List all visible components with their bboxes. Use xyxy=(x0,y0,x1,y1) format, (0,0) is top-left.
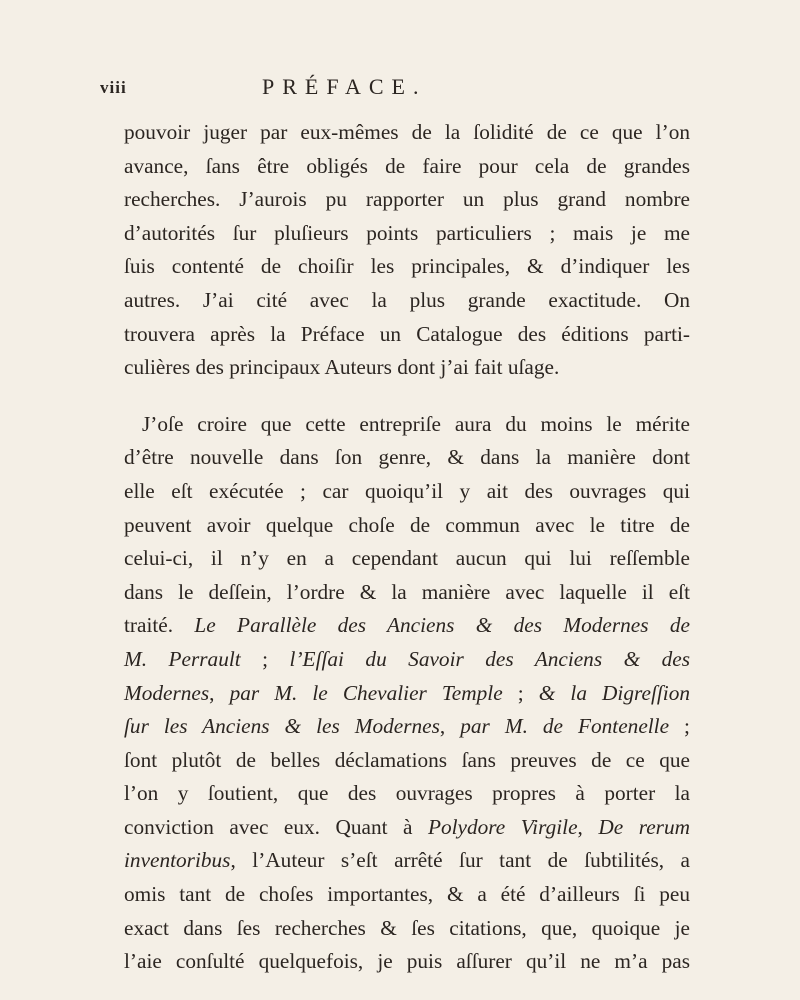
italic-title: inventoribus xyxy=(124,848,231,873)
text-line: elle eſt exécutée ; car quoiqu’il y ait des ouvrages qui xyxy=(124,478,690,503)
italic-title: par M. de Fontenelle xyxy=(460,714,670,739)
text-line: d’être nouvelle dans ſon genre, & dans la manière dont xyxy=(124,445,690,470)
paragraph-1 xyxy=(124,116,690,385)
italic-title: De rerum xyxy=(598,814,690,839)
paragraph-2 xyxy=(124,408,690,979)
text-line: celui-ci, il n’y en a cependant aucun qui lui reſſemble xyxy=(124,546,690,571)
text-run: , xyxy=(209,680,230,705)
text-line: recherches. J’aurois pu rapporter un plus grand nombre xyxy=(124,187,690,212)
text-line: ſont plutôt de belles déclamations ſans preuves de ce que xyxy=(124,747,690,772)
text-line xyxy=(124,643,690,677)
text-line: autres. J’ai cité avec la plus grande exactitude. On xyxy=(124,287,690,312)
text-line: pouvoir juger par eux-mêmes de la ſolidité de ce que l’on xyxy=(124,120,690,144)
italic-title: ſur les Anciens & les Modernes xyxy=(124,714,440,739)
text-line: J’oſe croire que cette entrepriſe aura du moins le mérite xyxy=(142,411,690,436)
text-run: , xyxy=(439,714,461,739)
italic-title: Polydore Virgile xyxy=(427,814,578,839)
text-line: l’aie conſulté quelquefois, je puis aſſurer qu’il ne m’a pas xyxy=(124,949,690,974)
text-run: ; xyxy=(669,714,690,739)
text-line: culières des principaux Auteurs dont j’ai fait uſage. xyxy=(124,355,560,380)
body-text xyxy=(124,116,690,979)
text-line xyxy=(124,811,690,845)
italic-title: par M. le Chevalier Temple xyxy=(229,680,503,705)
italic-title: & la Digreſſion xyxy=(538,680,690,705)
text-line: exact dans ſes recherches & ſes citations, que, quoique je xyxy=(124,915,690,940)
text-run: ; xyxy=(502,680,539,705)
text-line: trouvera après la Préface un Catalogue des éditions parti- xyxy=(124,321,690,346)
italic-title: Modernes xyxy=(124,680,210,705)
text-line xyxy=(124,609,690,643)
text-run: , l’Auteur s’eſt arrêté ſur tant de ſubtilités, a xyxy=(230,848,690,873)
paragraph-gap xyxy=(124,385,690,408)
italic-title: l’Eſſai du Savoir des Anciens & des xyxy=(289,646,690,671)
text-line: ſuis contenté de choiſir les principales, & d’indiquer les xyxy=(124,254,690,279)
text-run: , xyxy=(577,814,599,839)
page-number: viii xyxy=(100,78,127,97)
text-run: ; xyxy=(240,646,290,671)
text-run: conviction avec eux. Quant à xyxy=(124,814,428,839)
text-line: peuvent avoir quelque choſe de commun avec le titre de xyxy=(124,512,690,537)
text-line: dans le deſſein, l’ordre & la manière avec laquelle il eſt xyxy=(124,579,690,604)
running-head: PRÉFACE. xyxy=(262,74,427,99)
text-line xyxy=(124,677,690,711)
text-line: l’on y ſoutient, que des ouvrages propres à porter la xyxy=(124,781,690,806)
text-line xyxy=(124,844,690,878)
text-line: avance, ſans être obligés de faire pour cela de grandes xyxy=(124,153,690,178)
text-line xyxy=(124,710,690,744)
italic-title: M. Perrault xyxy=(124,646,241,671)
text-line: omis tant de choſes importantes, & a été d’ailleurs ſi peu xyxy=(124,882,690,907)
text-line: d’autorités ſur pluſieurs points particuliers ; mais je me xyxy=(124,220,690,245)
text-run: traité. xyxy=(124,613,174,638)
italic-title: Le Parallèle des Anciens & des Modernes de xyxy=(194,613,690,638)
